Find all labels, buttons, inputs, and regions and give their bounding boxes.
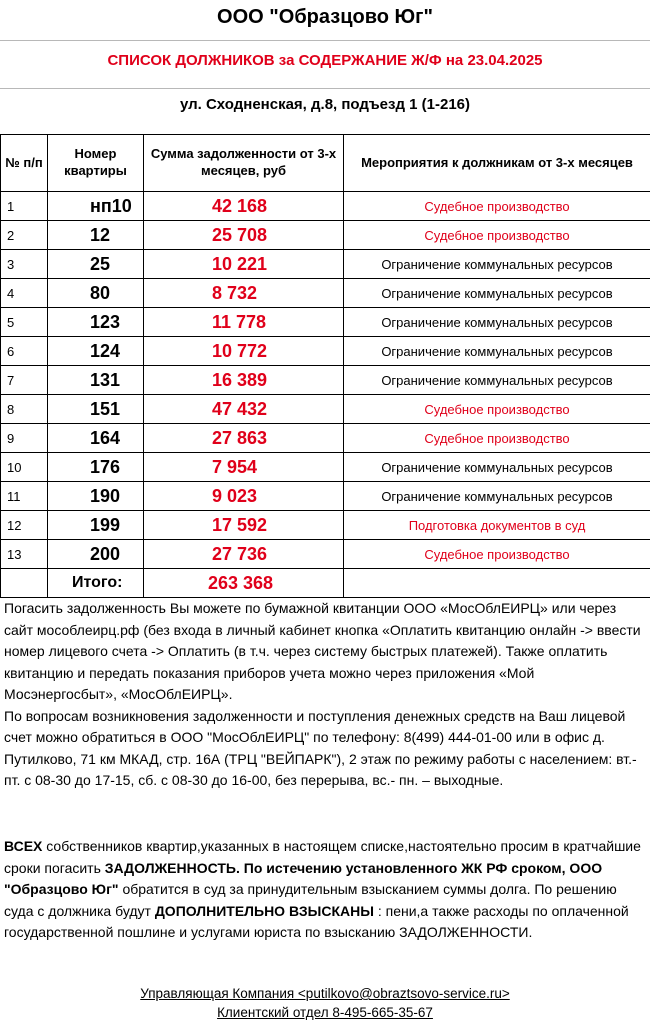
company-title: ООО "Образцово Юг" <box>217 6 433 28</box>
row-num: 10 <box>1 453 48 482</box>
debt-amount: 7 954 <box>144 453 344 482</box>
row-num: 4 <box>1 279 48 308</box>
payment-info <box>4 598 644 792</box>
debt-amount: 10 772 <box>144 337 344 366</box>
table-row <box>1 366 650 395</box>
warning-debt: ЗАДОЛЖЕННОСТЬ. <box>104 859 240 876</box>
debt-amount: 25 708 <box>144 221 344 250</box>
debt-amount: 27 736 <box>144 540 344 569</box>
contact-text: По вопросам возникновения задолженности и поступления денежных средств на Ваш лицевой счет можно обратиться в ООО "МосОблЕИРЦ" по телефону: 8(499) 444-01-00 или в офис д. Путилково, 71 км МКАД, стр. 16А (ТРЦ "ВЕЙПАРК"), 2 этаж по режиму работы с населением: вт.-пт. с 08-30 до 17-15, сб. с 08-30 до 16-00, без перерыва, вс.- пн. – выходные. <box>4 707 637 788</box>
debt-amount: 16 389 <box>144 366 344 395</box>
debt-amount: 8 732 <box>144 279 344 308</box>
management-company-email[interactable]: Управляющая Компания <putilkovo@obraztsovo-service.ru> <box>140 986 510 1001</box>
warning-text <box>4 836 644 944</box>
table-row <box>1 279 650 308</box>
warning-part: обратится в суд за принудительным взысканием суммы долга. По решению суда с должника будут <box>4 881 617 919</box>
total-sum: 263 368 <box>144 569 344 598</box>
row-num: 3 <box>1 250 48 279</box>
total-action-cell <box>344 569 650 598</box>
table-row <box>1 337 650 366</box>
debt-amount: 17 592 <box>144 511 344 540</box>
row-num: 7 <box>1 366 48 395</box>
row-num: 5 <box>1 308 48 337</box>
table-row <box>1 308 650 337</box>
debt-action: Судебное производство <box>344 395 650 424</box>
table-row <box>1 250 650 279</box>
debt-action: Ограничение коммунальных ресурсов <box>344 279 650 308</box>
warning-extra: ДОПОЛНИТЕЛЬНО ВЗЫСКАНЫ <box>154 902 374 919</box>
debt-action: Ограничение коммунальных ресурсов <box>344 366 650 395</box>
col-header-apt: Номер квартиры <box>48 135 144 192</box>
debt-amount: 27 863 <box>144 424 344 453</box>
row-num: 6 <box>1 337 48 366</box>
apartment-number: 123 <box>48 308 144 337</box>
total-label: Итого: <box>48 569 144 598</box>
table-header-row <box>1 135 650 192</box>
divider <box>0 88 650 89</box>
warning-part: : пени,а также расходы по оплаченной государственной пошлине и услугами юриста по взысканию ЗАДОЛЖЕННОСТИ. <box>4 902 629 940</box>
debt-amount: 9 023 <box>144 482 344 511</box>
apartment-number: 12 <box>48 221 144 250</box>
apartment-number: нп10 <box>48 192 144 221</box>
debt-action: Ограничение коммунальных ресурсов <box>344 308 650 337</box>
debt-action: Судебное производство <box>344 221 650 250</box>
row-num: 9 <box>1 424 48 453</box>
col-header-action: Мероприятия к должникам от 3-х месяцев <box>344 135 650 192</box>
apartment-number: 164 <box>48 424 144 453</box>
col-header-sum: Сумма задолженности от 3-х месяцев, руб <box>144 135 344 192</box>
debt-amount: 10 221 <box>144 250 344 279</box>
table-row <box>1 221 650 250</box>
client-department-phone[interactable]: Клиентский отдел 8-495-665-35-67 <box>217 1005 433 1020</box>
apartment-number: 190 <box>48 482 144 511</box>
apartment-number: 124 <box>48 337 144 366</box>
total-row <box>1 569 650 598</box>
row-num: 8 <box>1 395 48 424</box>
debt-amount: 11 778 <box>144 308 344 337</box>
table-row <box>1 192 650 221</box>
address-line: ул. Сходненская, д.8, подъезд 1 (1-216) <box>179 96 471 113</box>
apartment-number: 80 <box>48 279 144 308</box>
apartment-number: 25 <box>48 250 144 279</box>
row-num: 12 <box>1 511 48 540</box>
table-row <box>1 482 650 511</box>
debt-amount: 47 432 <box>144 395 344 424</box>
total-empty-cell <box>1 569 48 598</box>
row-num: 1 <box>1 192 48 221</box>
payment-text: Погасить задолженность Вы можете по бумажной квитанции ООО «МосОблЕИРЦ» или через сайт мособлеирц.рф (без входа в личный кабинет кнопка «Оплатить квитанцию онлайн -> ввести номер лицевого счета -> Оплатить (в т.ч. через систему быстрых платежей). Также оплатить квитанцию и передать показания приборов учета можно через приложения «Мой Мосэнергосбыт», «МосОблЕИРЦ». <box>4 600 641 702</box>
debt-action: Судебное производство <box>344 192 650 221</box>
apartment-number: 200 <box>48 540 144 569</box>
debt-amount: 42 168 <box>144 192 344 221</box>
table-row <box>1 453 650 482</box>
debt-action: Судебное производство <box>344 540 650 569</box>
warning-deadline: По истечению установленного ЖК РФ сроком, ООО "Образцово Юг" <box>4 859 603 897</box>
list-title: СПИСОК ДОЛЖНИКОВ за СОДЕРЖАНИЕ Ж/Ф на 23.04.2025 <box>107 52 543 69</box>
debtors-table <box>0 134 650 598</box>
table-row <box>1 395 650 424</box>
debt-action: Ограничение коммунальных ресурсов <box>344 250 650 279</box>
col-header-num: № п/п <box>1 135 48 192</box>
row-num: 2 <box>1 221 48 250</box>
debt-action: Подготовка документов в суд <box>344 511 650 540</box>
apartment-number: 131 <box>48 366 144 395</box>
debt-action: Ограничение коммунальных ресурсов <box>344 482 650 511</box>
debt-action: Ограничение коммунальных ресурсов <box>344 453 650 482</box>
table-row <box>1 540 650 569</box>
table-row <box>1 424 650 453</box>
debt-action: Ограничение коммунальных ресурсов <box>344 337 650 366</box>
debt-action: Судебное производство <box>344 424 650 453</box>
warning-part: собственников квартир,указанных в настоящем списке,настоятельно просим в кратчайшие сроки погасить <box>4 838 641 876</box>
apartment-number: 199 <box>48 511 144 540</box>
row-num: 13 <box>1 540 48 569</box>
row-num: 11 <box>1 482 48 511</box>
warning-all: ВСЕХ <box>4 838 43 854</box>
apartment-number: 176 <box>48 453 144 482</box>
apartment-number: 151 <box>48 395 144 424</box>
divider <box>0 40 650 41</box>
table-row <box>1 511 650 540</box>
